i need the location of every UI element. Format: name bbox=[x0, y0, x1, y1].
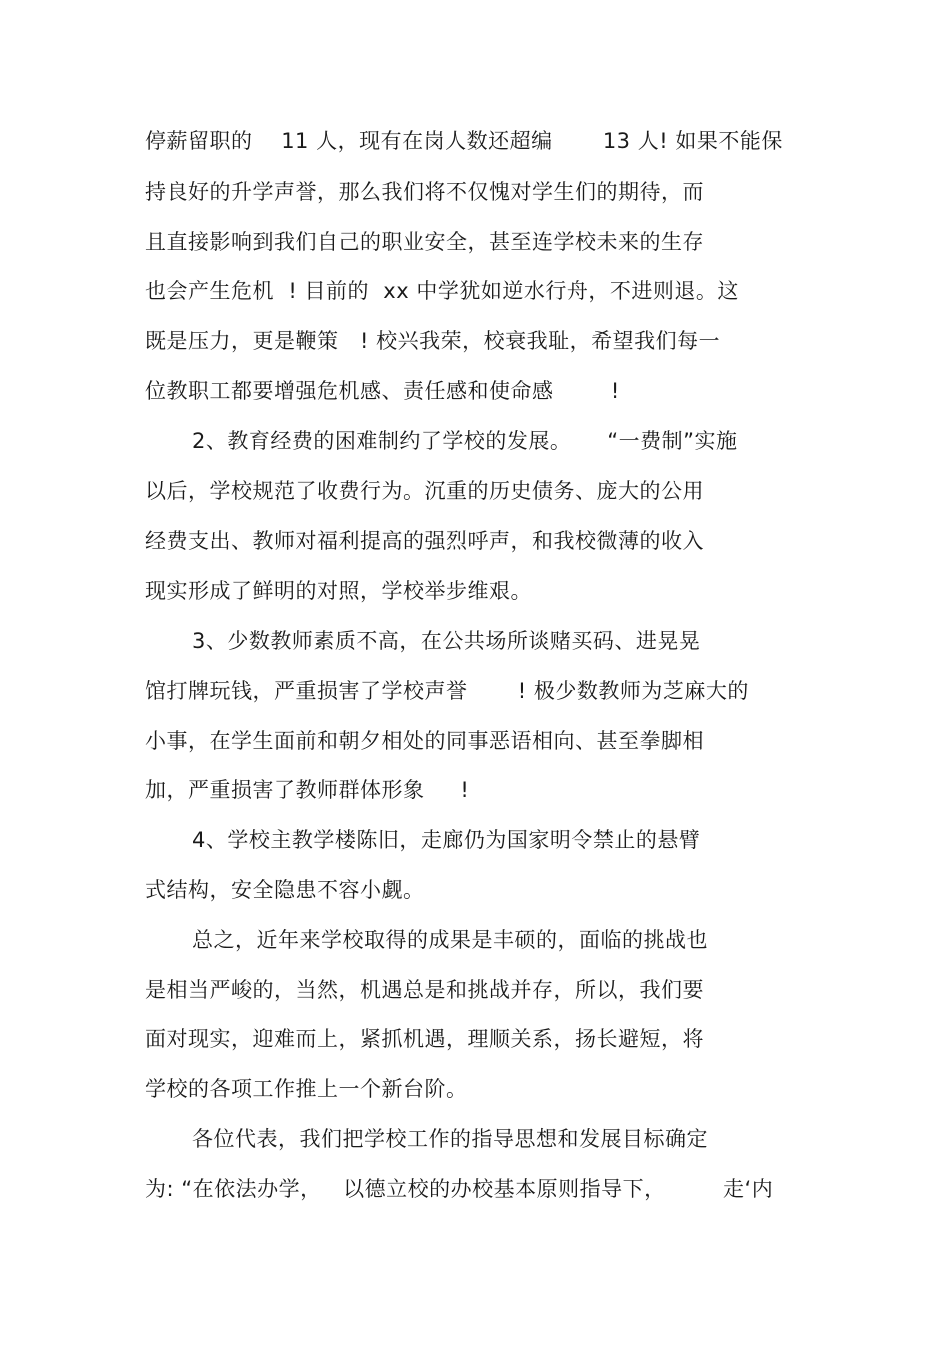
paragraph-start-line: 总之，近年来学校取得的成果是丰硕的，面临的挑战也 bbox=[192, 928, 708, 952]
text-line: 现实形成了鲜明的对照，学校举步维艰。 bbox=[145, 579, 532, 603]
text-line: 经费支出、教师对福利提高的强烈呼声，和我校微薄的收入 bbox=[145, 529, 704, 553]
text-line: 式结构，安全隐患不容小觑。 bbox=[145, 878, 425, 902]
text-line: 位教职工都要增强危机感、责任感和使命感 ! bbox=[145, 379, 620, 403]
text-line: 面对现实，迎难而上，紧抓机遇，理顺关系，扬长避短，将 bbox=[145, 1027, 704, 1051]
text-line: 持良好的升学声誉，那么我们将不仅愧对学生们的期待，而 bbox=[145, 180, 704, 204]
text-line: 馆打牌玩钱，严重损害了学校声誉 ! 极少数教师为芝麻大的 bbox=[145, 679, 749, 703]
paragraph-start-line: 2、教育经费的困难制约了学校的发展。 “一费制”实施 bbox=[192, 429, 738, 453]
text-line: 为: “在依法办学， 以德立校的办校基本原则指导下， 走‘内 bbox=[145, 1177, 774, 1201]
text-line: 既是压力，更是鞭策 ! 校兴我荣，校衰我耻，希望我们每一 bbox=[145, 329, 721, 353]
text-line: 是相当严峻的，当然，机遇总是和挑战并存，所以，我们要 bbox=[145, 978, 704, 1002]
text-line: 停薪留职的 11 人，现有在岗人数还超编 13 人! 如果不能保 bbox=[145, 129, 783, 153]
text-line: 小事，在学生面前和朝夕相处的同事恶语相向、甚至拳脚相 bbox=[145, 729, 704, 753]
text-line: 加，严重损害了教师群体形象 ! bbox=[145, 778, 470, 802]
text-line: 以后，学校规范了收费行为。沉重的历史债务、庞大的公用 bbox=[145, 479, 704, 503]
text-line: 也会产生危机 ! 目前的 xx 中学犹如逆水行舟，不进则退。这 bbox=[145, 279, 739, 303]
paragraph-start-line: 3、少数教师素质不高，在公共场所谈赌买码、进晃晃 bbox=[192, 629, 701, 653]
text-line: 学校的各项工作推上一个新台阶。 bbox=[145, 1077, 468, 1101]
paragraph-start-line: 各位代表，我们把学校工作的指导思想和发展目标确定 bbox=[192, 1127, 708, 1151]
paragraph-start-line: 4、学校主教学楼陈旧，走廊仍为国家明令禁止的悬臂 bbox=[192, 828, 701, 852]
text-line: 且直接影响到我们自己的职业安全，甚至连学校未来的生存 bbox=[145, 230, 704, 254]
